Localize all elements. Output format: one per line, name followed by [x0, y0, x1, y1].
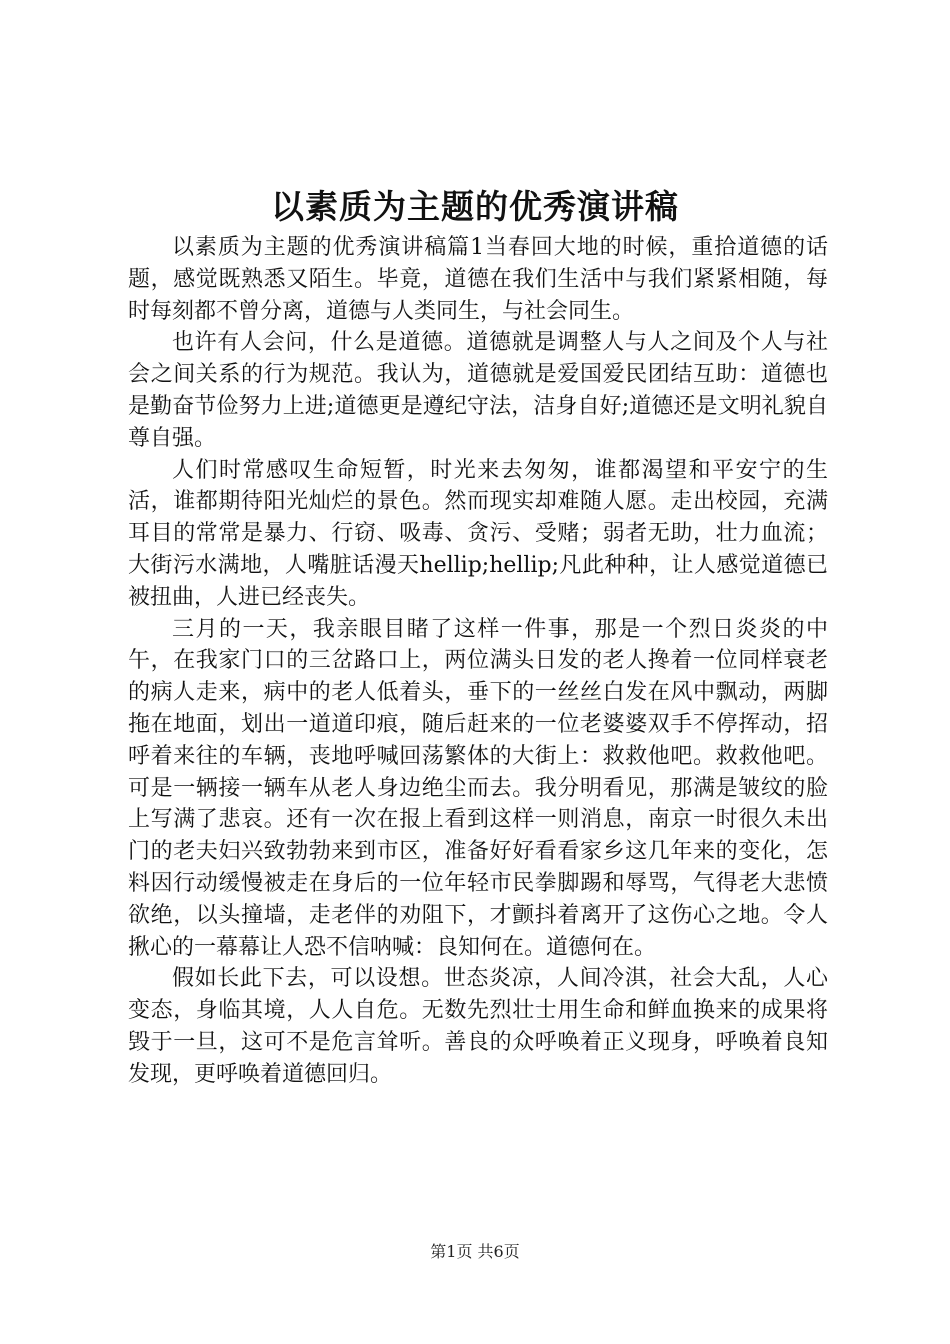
document-title: 以素质为主题的优秀演讲稿 [271, 187, 679, 226]
paragraph-4: 三月的一天，我亲眼目睹了这样一件事，那是一个烈日炎炎的中午，在我家门口的三岔路口上，两位满头日发的老人搀着一位同样衰老的病人走来，病中的老人低着头，垂下的一丝丝白发在风中飘动，两脚拖在地面，划出一道道印痕，随后赶来的一位老婆婆双手不停挥动，招呼着来往的车辆，丧地呼喊回荡繁体的大街上：救救他吧。救救他吧。可是一辆接一辆车从老人身边绝尘而去。我分明看见，那满是皱纹的脸上写满了悲哀。还有一次在报上看到这样一则消息，南京一时很久未出门的老夫妇兴致勃勃来到市区，准备好好看看家乡这几年来的变化，怎料因行动缓慢被走在身后的一位年轻市民拳脚踢和辱骂，气得老大悲愤欲绝，以头撞墙，走老伴的劝阻下，才颤抖着离开了这伤心之地。令人揪心的一幕幕让人恐不信呐喊：良知何在。道德何在。 [128, 616, 828, 960]
paragraph-3: 人们时常感叹生命短暂，时光来去匆匆，谁都渴望和平安宁的生活，谁都期待阳光灿烂的景色。然而现实却难随人愿。走出校园，充满耳目的常常是暴力、行窃、吸毒、贪污、受赌；弱者无助，壮力血流；大街污水满地，人嘴脏话漫天hellip;hellip;凡此种种，让人感觉道德已被扭曲，人进已经丧失。 [128, 457, 828, 610]
page-number-footer: 第1页 共6页 [430, 1242, 520, 1261]
paragraph-2: 也许有人会问，什么是道德。道德就是调整人与人之间及个人与社会之间关系的行为规范。我认为，道德就是爱国爱民团结互助：道德也是勤奋节俭努力上进;道德更是遵纪守法，洁身自好;道德还是文明礼貌自尊自强。 [128, 330, 828, 451]
document-body [128, 232, 828, 1091]
paragraph-1: 以素质为主题的优秀演讲稿篇1当春回大地的时候，重拾道德的话题，感觉既熟悉又陌生。毕竟，道德在我们生活中与我们紧紧相随，每时每刻都不曾分离，道德与人类同生，与社会同生。 [128, 235, 828, 324]
paragraph-5: 假如长此下去，可以设想。世态炎凉，人间冷淇，社会大乱，人心变态，身临其境，人人自危。无数先烈壮士用生命和鲜血换来的成果将毁于一旦，这可不是危言耸听。善良的众呼唤着正义现身，呼唤着良知发现，更呼唤着道德回归。 [128, 966, 828, 1087]
